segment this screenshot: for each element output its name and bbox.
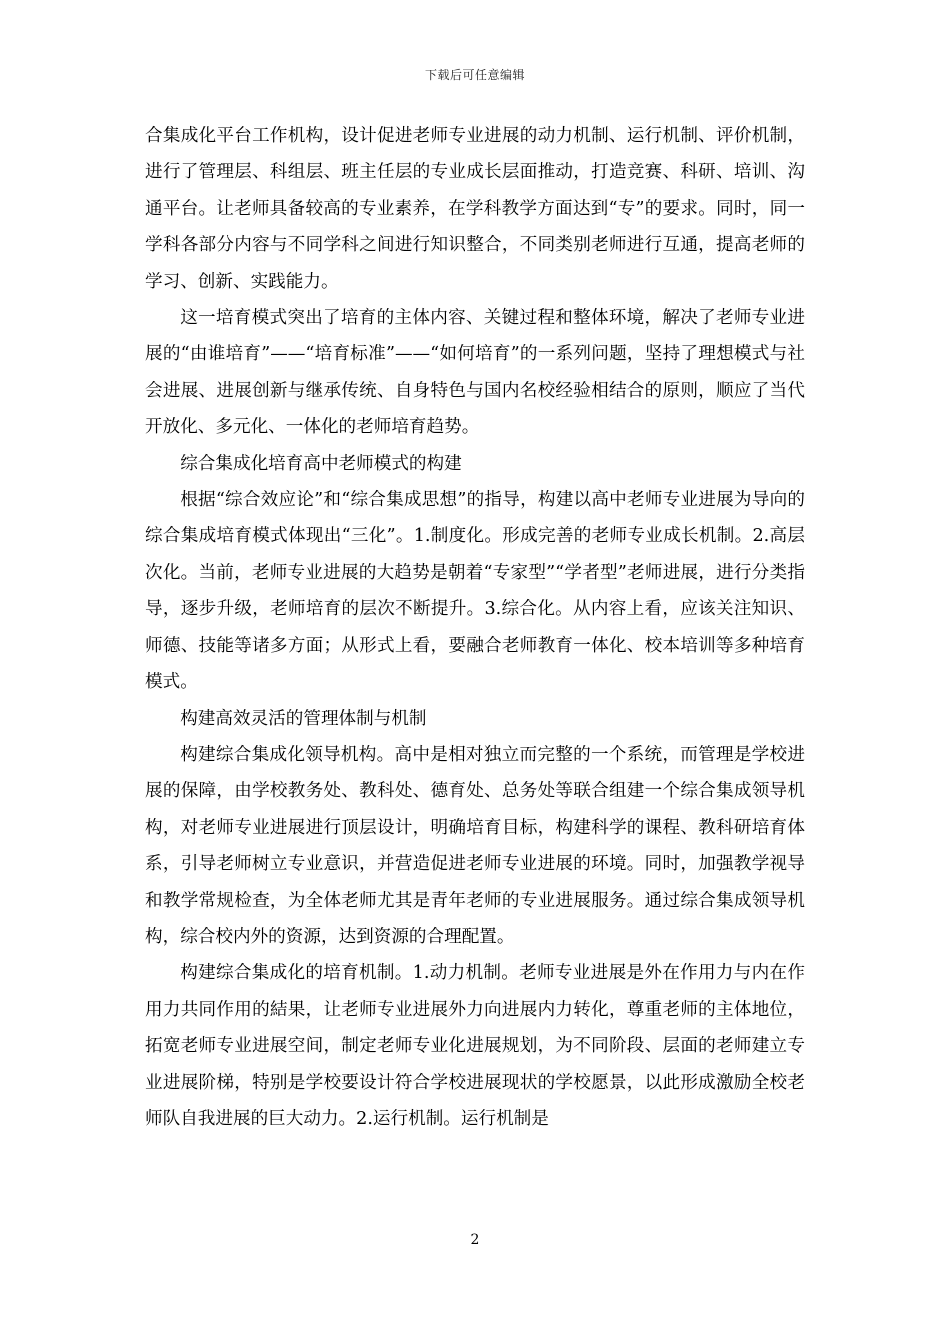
- paragraph: 合集成化平台工作机构，设计促进老师专业进展的动力机制、运行机制、评价机制，进行了管理层、科组层、班主任层的专业成长层面推动，打造竞赛、科研、培训、沟通平台。让老师具备较高的专业素养，在学科教学方面达到“专”的要求。同时，同一学科各部分内容与不同学科之间进行知识整合，不同类别老师进行互通，提高老师的学习、创新、实践能力。: [145, 126, 805, 292]
- document-body: [145, 118, 805, 1137]
- page-header: 下载后可任意编辑: [424, 68, 525, 82]
- section-heading: 综合集成化培育高中老师模式的构建: [180, 453, 462, 474]
- page-number: 2: [470, 1232, 480, 1248]
- paragraph: 这一培育模式突出了培育的主体内容、关键过程和整体环境，解决了老师专业进展的“由谁培育”——“培育标准”——“如何培育”的一系列问题，坚持了理想模式与社会进展、进展创新与继承传统、自身特色与国内名校经验相结合的原则，顺应了当代开放化、多元化、一体化的老师培育趋势。: [145, 308, 805, 438]
- paragraph: 根据“综合效应论”和“综合集成思想”的指导，构建以高中老师专业进展为导向的综合集成培育模式体现出“三化”。1.制度化。形成完善的老师专业成长机制。2.高层次化。当前，老师专业进展的大趋势是朝着“专家型”“学者型”老师进展，进行分类指导，逐步升级，老师培育的层次不断提升。3.综合化。从内容上看，应该关注知识、师德、技能等诸多方面；从形式上看，要融合老师教育一体化、校本培训等多种培育模式。: [145, 490, 805, 693]
- paragraph: 构建综合集成化的培育机制。1.动力机制。老师专业进展是外在作用力与内在作用力共同作用的結果，让老师专业进展外力向进展内力转化，尊重老师的主体地位，拓宽老师专业进展空间，制定老师专业化进展规划，为不同阶段、层面的老师建立专业进展阶梯，特别是学校要设计符合学校进展现状的学校愿景，以此形成激励全校老师队自我进展的巨大动力。2.运行机制。运行机制是: [145, 963, 805, 1129]
- paragraph: 构建综合集成化领导机构。高中是相对独立而完整的一个系统，而管理是学校进展的保障，由学校教务处、教科处、德育处、总务处等联合组建一个综合集成领导机构，对老师专业进展进行顶层设计，明确培育目标，构建科学的课程、教科研培育体系，引导老师树立专业意识，并营造促进老师专业进展的环境。同时，加强教学视导和教学常规检查，为全体老师尤其是青年老师的专业进展服务。通过综合集成领导机构，综合校内外的资源，达到资源的合理配置。: [145, 744, 805, 947]
- section-heading: 构建高效灵活的管理体制与机制: [180, 708, 427, 729]
